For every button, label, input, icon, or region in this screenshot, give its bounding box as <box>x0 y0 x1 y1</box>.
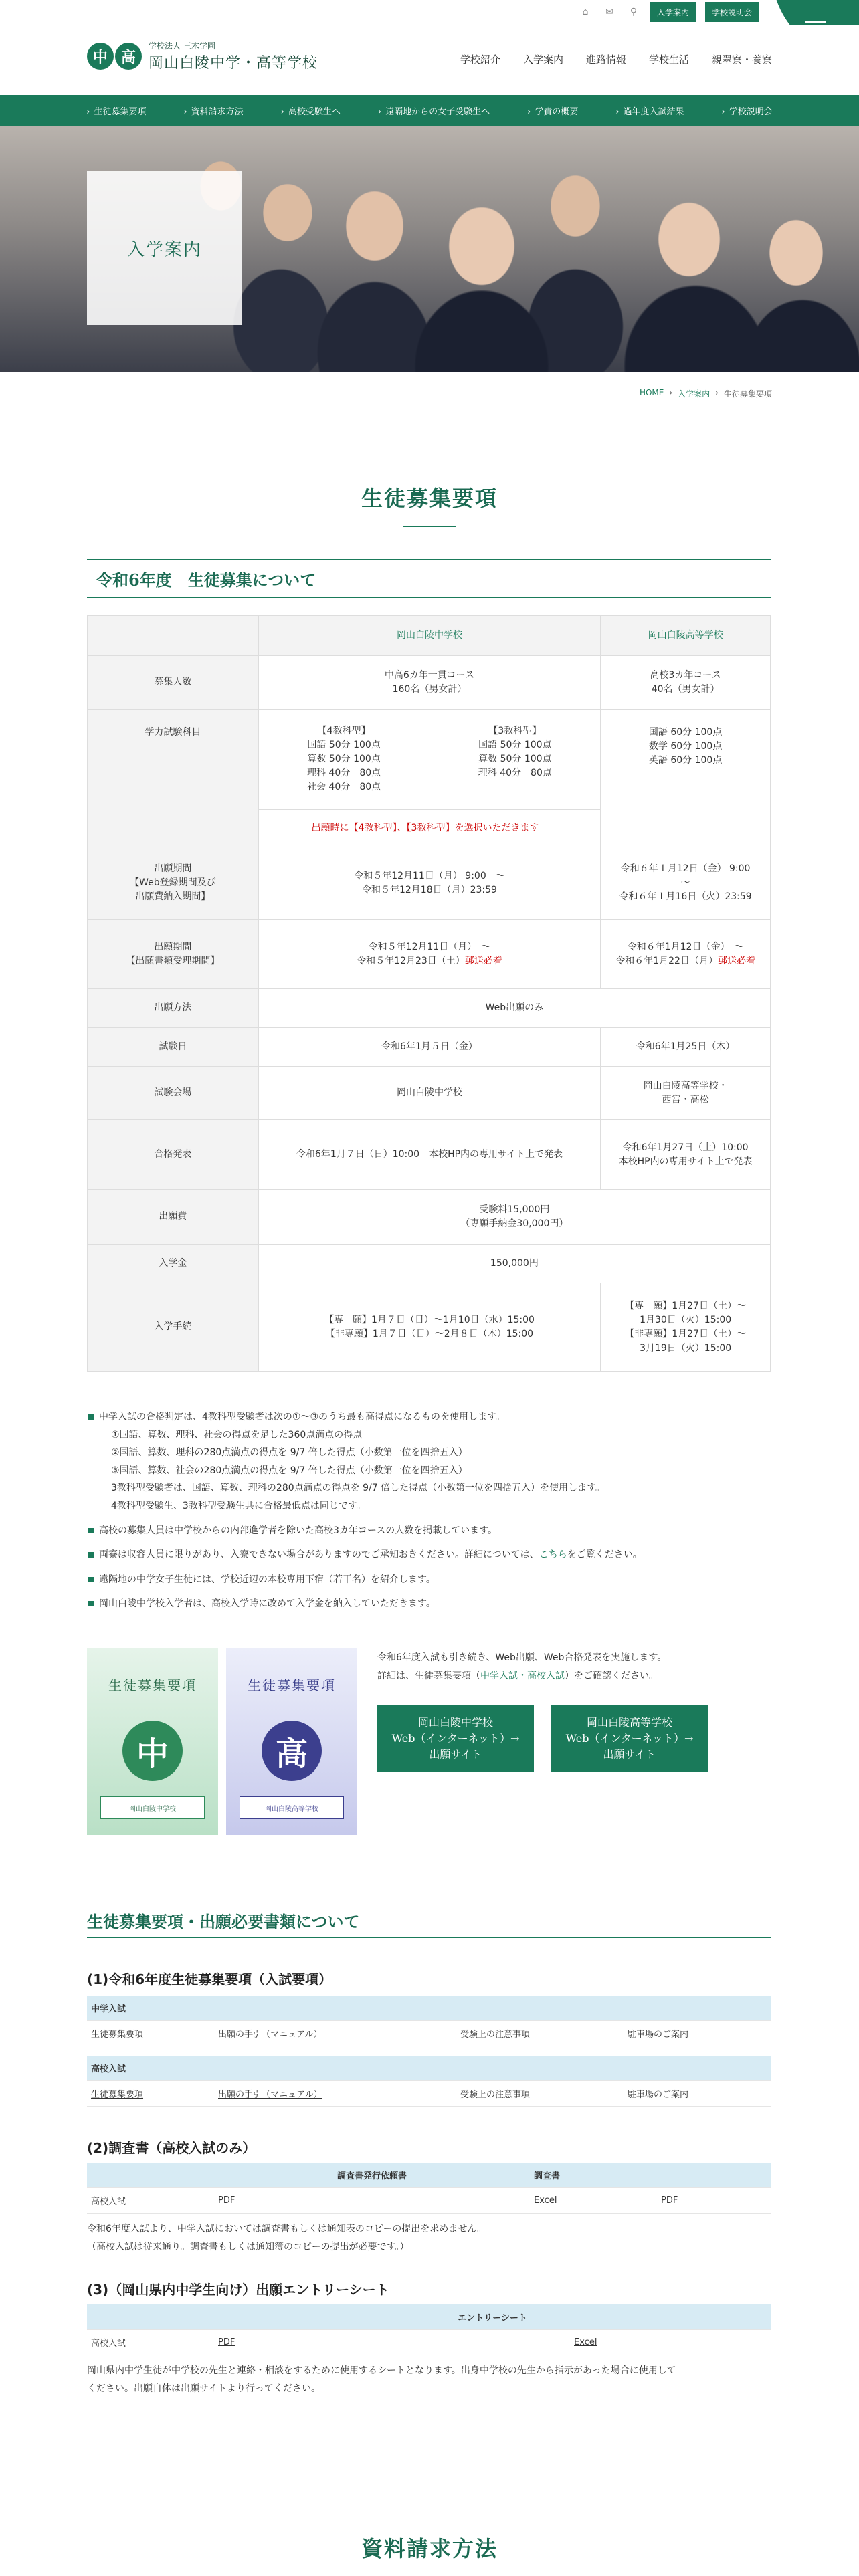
hero-title: 入学案内 <box>126 239 202 260</box>
nav-career[interactable]: 進路情報 <box>585 53 626 66</box>
cell-text: ～ <box>680 877 690 888</box>
cell-text: 令和５年12月11日（月） ～ <box>368 941 491 952</box>
table-cell <box>601 656 771 710</box>
table-row <box>87 2330 771 2355</box>
hamburger-icon <box>805 21 826 23</box>
note-text: ください。出願自体は出願サイトより行ってください。 <box>87 2383 321 2394</box>
subnav-request-docs[interactable]: › 資料請求方法 <box>165 104 262 117</box>
entry-sheet-table <box>87 2304 771 2355</box>
subnav-info-session[interactable]: › 学校説明会 <box>703 104 791 117</box>
admission-info-button[interactable]: 入学案内 <box>650 2 696 22</box>
table-cell <box>601 710 771 847</box>
breadcrumb-home[interactable]: HOME <box>639 388 664 397</box>
brochure-footer: 岡山白陵高等学校 <box>240 1796 344 1819</box>
transcript-request-pdf-link[interactable]: PDF <box>218 2195 235 2206</box>
school-emblem <box>87 43 142 70</box>
table-cell <box>430 710 601 810</box>
cell-text: 英語 60分 100点 <box>648 755 723 766</box>
button-label: 出願サイト <box>429 1748 482 1761</box>
cell-text: 令和５年12月18日（月）23:59 <box>361 884 497 895</box>
cell-text: 【4教科型】 <box>317 726 371 736</box>
table-cell <box>601 847 771 920</box>
row-label: 合格発表 <box>88 1120 259 1190</box>
mail-icon[interactable]: ✉ <box>605 7 613 17</box>
entry-sheet-excel-link[interactable]: Excel <box>574 2337 597 2347</box>
row-label <box>88 920 259 989</box>
table-cell <box>601 1067 771 1120</box>
note-text: をご覧ください。 <box>567 1549 642 1561</box>
emblem-high-school: 高 <box>115 43 142 70</box>
table-row <box>88 710 771 810</box>
info-text: 詳細は、生徒募集要項（ <box>377 1670 480 1681</box>
guide-table <box>87 1996 771 2107</box>
table-cell <box>258 1190 770 1245</box>
section-title-request-docs: 資料請求方法 <box>361 2536 498 2561</box>
cell-text: 令和６年１月16日（火）23:59 <box>619 891 752 902</box>
jh-parking-link[interactable]: 駐車場のご案内 <box>628 2030 689 2040</box>
emblem-icon: 中 <box>122 1721 183 1781</box>
logo-subtitle: 学校法人 三木学園 <box>149 41 215 51</box>
cell-text: 理科 40分 80点 <box>307 768 381 778</box>
site-header <box>0 25 859 95</box>
cell-text: 算数 50分 100点 <box>478 754 552 764</box>
table-cell <box>258 710 430 810</box>
button-label: Web（インターネット）→ <box>565 1732 694 1745</box>
chevron-right-icon: › <box>669 388 673 397</box>
note-text: ②国語、算数、理科の280点満点の得点を 9/7 倍した得点（小数第一位を四捨五入） <box>111 1447 468 1459</box>
table-row <box>87 2021 771 2046</box>
table-row <box>88 656 771 710</box>
brochure-junior-high[interactable] <box>87 1648 218 1835</box>
cell-text: 出願期間 <box>154 863 192 874</box>
note-text: ③国語、算数、社会の280点満点の得点を 9/7 倍した得点（小数第一位を四捨五入） <box>111 1465 468 1476</box>
row-label: 出願方法 <box>88 989 259 1028</box>
table-cell <box>258 847 600 920</box>
col-header-high-school: 岡山白陵高等学校 <box>601 616 771 656</box>
row-label: 試験日 <box>88 1028 259 1067</box>
subsection-title-guide: (1)令和6年度生徒募集要項（入試要項） <box>87 1971 332 1988</box>
table-row <box>87 2056 771 2081</box>
col-header-transcript-request: 調査書発行依頼書 <box>214 2163 530 2188</box>
note-text: 4教科型受験生、3教科型受験生共に合格最低点は同じです。 <box>111 1500 366 1511</box>
breadcrumb-admission[interactable]: 入学案内 <box>678 389 710 399</box>
jh-exam-notes-link[interactable]: 受験上の注意事項 <box>460 2030 531 2040</box>
transcript-table <box>87 2163 771 2214</box>
table-cell: Web出願のみ <box>258 989 770 1028</box>
table-row <box>88 920 771 989</box>
col-header-transcript: 調査書 <box>530 2163 771 2188</box>
brochure-title: 生徒募集要項 <box>108 1677 197 1693</box>
table-row <box>87 1996 771 2021</box>
breadcrumb <box>640 388 772 399</box>
section-heading-recruitment: 令和6年度 生徒募集について <box>87 559 771 598</box>
subject-choice-note: 出願時に【4教科型】、【3教科型】を選択いただきます。 <box>258 810 600 847</box>
cell-text: 【専 願】1月27日（土）～ <box>625 1300 746 1311</box>
note-text: ①国語、算数、理科、社会の得点を足した360点満点の得点 <box>111 1429 363 1440</box>
junior-high-web-apply-button[interactable] <box>377 1705 534 1772</box>
breadcrumb-current: 生徒募集要項 <box>723 389 772 399</box>
cell-text: 岡山白陵高等学校・ <box>643 1080 728 1091</box>
button-label: Web（インターネット）→ <box>391 1732 520 1745</box>
info-text: ）をご確認ください。 <box>565 1670 658 1681</box>
brochure-footer: 岡山白陵中学校 <box>100 1796 205 1819</box>
section-heading-documents: 生徒募集要項・出願必要書類について <box>87 1909 771 1938</box>
table-corner <box>88 616 259 656</box>
info-session-button[interactable]: 学校説明会 <box>705 2 759 22</box>
transcript-note <box>87 2220 771 2256</box>
nav-dormitory[interactable]: 親翠寮・養寮 <box>711 53 772 66</box>
cell-text: 【非専願】1月27日（土）～ <box>625 1328 746 1339</box>
note-text: 3教科型受験者は、国語、算数、理科の280点満点の得点を 9/7 倍した得点（小数第一位を四捨五入）を使用します。 <box>111 1483 605 1494</box>
table-cell: 150,000円 <box>258 1245 770 1283</box>
table-cell <box>601 920 771 989</box>
high-school-web-apply-button[interactable] <box>551 1705 708 1772</box>
group-label-high-school: 高校入試 <box>87 2056 771 2081</box>
group-label-junior-high: 中学入試 <box>87 1996 771 2021</box>
cell-text: 令和6年1月27日（土）10:00 <box>622 1142 749 1153</box>
transcript-pdf-link[interactable]: PDF <box>661 2195 678 2206</box>
row-label: 募集人数 <box>88 656 259 710</box>
table-row <box>88 1283 771 1372</box>
note-text: 中学入試の合格判定は、4教科型受験者は次の①～③のうち最も高得点になるものを使用します。 <box>99 1412 505 1422</box>
notes-list <box>87 1408 771 1620</box>
site-logo[interactable] <box>87 40 318 72</box>
hs-parking-link[interactable]: 駐車場のご案内 <box>628 2089 689 2100</box>
subsection-title-transcript: (2)調査書（高校入試のみ） <box>87 2140 256 2156</box>
cell-text: 【出願書類受理期間】 <box>126 955 220 966</box>
cell-text: 令和５年12月11日（月） 9:00 ～ <box>354 870 505 881</box>
logo-title: 岡山白陵中学・高等学校 <box>149 55 318 72</box>
hs-exam-notes-link[interactable]: 受験上の注意事項 <box>460 2089 531 2100</box>
row-label: 高校入試 <box>87 2188 214 2214</box>
cell-text: 国語 50分 100点 <box>307 740 381 750</box>
table-cell <box>258 656 600 710</box>
list-item: 岡山白陵中学校入学者は、高校入学時に改めて入学金を納入していただきます。 <box>87 1595 771 1613</box>
cell-text: 国語 50分 100点 <box>478 740 552 750</box>
cell-text: 国語 60分 100点 <box>648 727 723 738</box>
cell-text: 令和５年12月23日（土） <box>357 955 465 966</box>
cell-text: 3月19日（火）15:00 <box>640 1342 732 1354</box>
col-header-junior-high: 岡山白陵中学校 <box>258 616 600 656</box>
row-label: 試験会場 <box>88 1067 259 1120</box>
subnav-remote-girls[interactable]: › 遠隔地からの女子受験生へ <box>359 104 508 117</box>
table-cell: 令和6年1月７日（日）10:00 本校HP内の専用サイト上で発表 <box>258 1120 600 1190</box>
col-header-entry-sheet: エントリーシート <box>214 2304 771 2330</box>
cell-text: 令和６年1月12日（金） ～ <box>627 941 744 952</box>
cell-text: 中高6カ年一貫コース <box>384 669 475 681</box>
cell-text: 160名（男女計） <box>392 683 467 695</box>
subsection-title-entry-sheet: (3)（岡山県内中学生向け）出願エントリーシート <box>87 2282 389 2298</box>
table-row <box>87 2304 771 2330</box>
web-application-info <box>377 1649 772 1685</box>
map-pin-icon[interactable]: ⚲ <box>630 7 638 17</box>
sub-nav <box>0 95 859 126</box>
nav-admission[interactable]: 入学案内 <box>522 53 563 66</box>
mail-deadline-note: 郵送必着 <box>717 955 755 966</box>
cell-text: 【非専願】1月７日（日）～2月８日（木）15:00 <box>325 1328 534 1339</box>
utility-links <box>578 0 759 24</box>
table-cell: 岡山白陵中学校 <box>258 1067 600 1120</box>
subnav-past-results[interactable]: › 過年度入試結果 <box>597 104 702 117</box>
table-row <box>88 1190 771 1245</box>
mail-deadline-note: 郵送必着 <box>464 955 502 966</box>
language-icon[interactable]: ⌂ <box>582 7 589 17</box>
global-nav <box>460 52 772 66</box>
cell-text: 社会 40分 80点 <box>307 782 381 792</box>
table-row <box>88 847 771 920</box>
web-application-buttons <box>377 1705 708 1772</box>
table-row <box>88 1120 771 1190</box>
button-label: 岡山白陵中学校 <box>417 1716 493 1729</box>
table-row <box>88 1245 771 1283</box>
cell-text: 40名（男女計） <box>651 683 720 695</box>
table-cell: 令和6年1月５日（金） <box>258 1028 600 1067</box>
row-label <box>88 847 259 920</box>
cell-text: 【専 願】1月７日（日）～1月10日（水）15:00 <box>324 1314 535 1325</box>
table-cell <box>258 920 600 989</box>
jh-guide-link[interactable]: 生徒募集要項 <box>91 2030 144 2040</box>
table-cell <box>601 1120 771 1190</box>
cell-text: 西宮・高松 <box>662 1094 709 1105</box>
cell-text: （専願手納金30,000円） <box>460 1218 569 1229</box>
subnav-recruitment[interactable]: › 生徒募集要項 <box>68 104 165 117</box>
table-cell <box>601 1283 771 1372</box>
button-label: 岡山白陵高等学校 <box>586 1716 672 1729</box>
hero-title-box <box>87 171 242 325</box>
nav-about[interactable]: 学校紹介 <box>460 53 500 66</box>
table-row <box>88 989 771 1028</box>
emblem-icon: 高 <box>262 1721 322 1781</box>
entry-sheet-note <box>87 2362 771 2397</box>
transcript-excel-link[interactable]: Excel <box>534 2195 557 2206</box>
table-cell: 令和6年1月25日（木） <box>601 1028 771 1067</box>
table-row <box>88 1028 771 1067</box>
cell-text: 1月30日（火）15:00 <box>640 1314 732 1325</box>
row-label: 高校入試 <box>87 2330 214 2355</box>
button-label: 出願サイト <box>603 1748 656 1761</box>
chevron-right-icon: › <box>715 388 719 397</box>
cell-text: 数学 60分 100点 <box>648 741 723 752</box>
cell-text: 【3教科型】 <box>488 726 542 736</box>
subnav-tuition[interactable]: › 学費の概要 <box>508 104 597 117</box>
table-cell <box>258 1283 600 1372</box>
note-text: （高校入試は従来通り。調査書もしくは通知簿のコピーの提出が必要です。） <box>87 2241 409 2252</box>
note-text: 両寮は収容人員に限りがあり、入寮できない場合がありますのでご承知おきください。詳細については、 <box>99 1549 539 1561</box>
cell-text: 出願期間 <box>154 941 192 952</box>
list-item: 遠隔地の中学女子生徒には、学校近辺の本校専用下宿（若干名）を紹介します。 <box>87 1571 771 1589</box>
list-item: 高校の募集人員は中学校からの内部進学者を除いた高校3カ年コースの人数を掲載しています。 <box>87 1522 771 1540</box>
note-text: 令和6年度入試より、中学入試においては調査書もしくは通知表のコピーの提出を求めません。 <box>87 2224 487 2234</box>
cell-text: 理科 40分 80点 <box>478 768 552 778</box>
cell-text: 【Web登録期間及び <box>130 877 216 888</box>
recruitment-table <box>87 615 771 1372</box>
entry-sheet-pdf-link[interactable]: PDF <box>218 2337 235 2347</box>
title-underline <box>403 526 456 527</box>
table-row <box>87 2188 771 2214</box>
page-title: 生徒募集要項 <box>361 486 498 511</box>
top-utility-bar <box>0 0 859 25</box>
recruitment-guide-link[interactable]: 中学入試・高校入試 <box>480 1670 565 1681</box>
brochure-title: 生徒募集要項 <box>248 1677 336 1693</box>
dormitory-details-link[interactable]: こちら <box>539 1549 567 1561</box>
cell-text: 高校3カ年コース <box>650 669 721 681</box>
cell-text: 令和６年1月22日（月） <box>615 955 718 966</box>
cell-text: 令和６年１月12日（金） 9:00 <box>620 863 751 874</box>
cell-text: 本校HP内の専用サイト上で発表 <box>618 1156 753 1167</box>
emblem-junior-high: 中 <box>87 43 114 70</box>
table-row <box>87 2080 771 2106</box>
nav-school-life[interactable]: 学校生活 <box>648 53 689 66</box>
row-label: 学力試験科目 <box>88 710 259 847</box>
table-row <box>87 2163 771 2188</box>
list-item <box>87 1546 771 1564</box>
table-row <box>88 1067 771 1120</box>
list-item <box>87 1408 771 1515</box>
note-text: 岡山県内中学生徒が中学校の先生と連絡・相談をするために使用するシートとなります。出身中学校の先生から指示があった場合に使用して <box>87 2365 676 2376</box>
cell-text: 出願費納入期間】 <box>135 891 211 902</box>
info-text: 令和6年度入試も引き続き、Web出願、Web合格発表を実施します。 <box>377 1652 667 1663</box>
brochure-images <box>87 1648 357 1835</box>
row-label: 入学金 <box>88 1245 259 1283</box>
cell-text: 算数 50分 100点 <box>307 754 381 764</box>
brochure-high-school[interactable] <box>226 1648 357 1835</box>
row-label: 入学手続 <box>88 1283 259 1372</box>
hs-guide-link[interactable]: 生徒募集要項 <box>91 2089 144 2100</box>
hero-image <box>0 126 859 372</box>
subnav-hs-applicants[interactable]: › 高校受験生へ <box>262 104 359 117</box>
cell-text: 受験料15,000円 <box>479 1204 550 1215</box>
row-label: 出願費 <box>88 1190 259 1245</box>
hs-manual-link[interactable]: 出願の手引（マニュアル） <box>218 2089 322 2100</box>
jh-manual-link[interactable]: 出願の手引（マニュアル） <box>218 2030 322 2040</box>
